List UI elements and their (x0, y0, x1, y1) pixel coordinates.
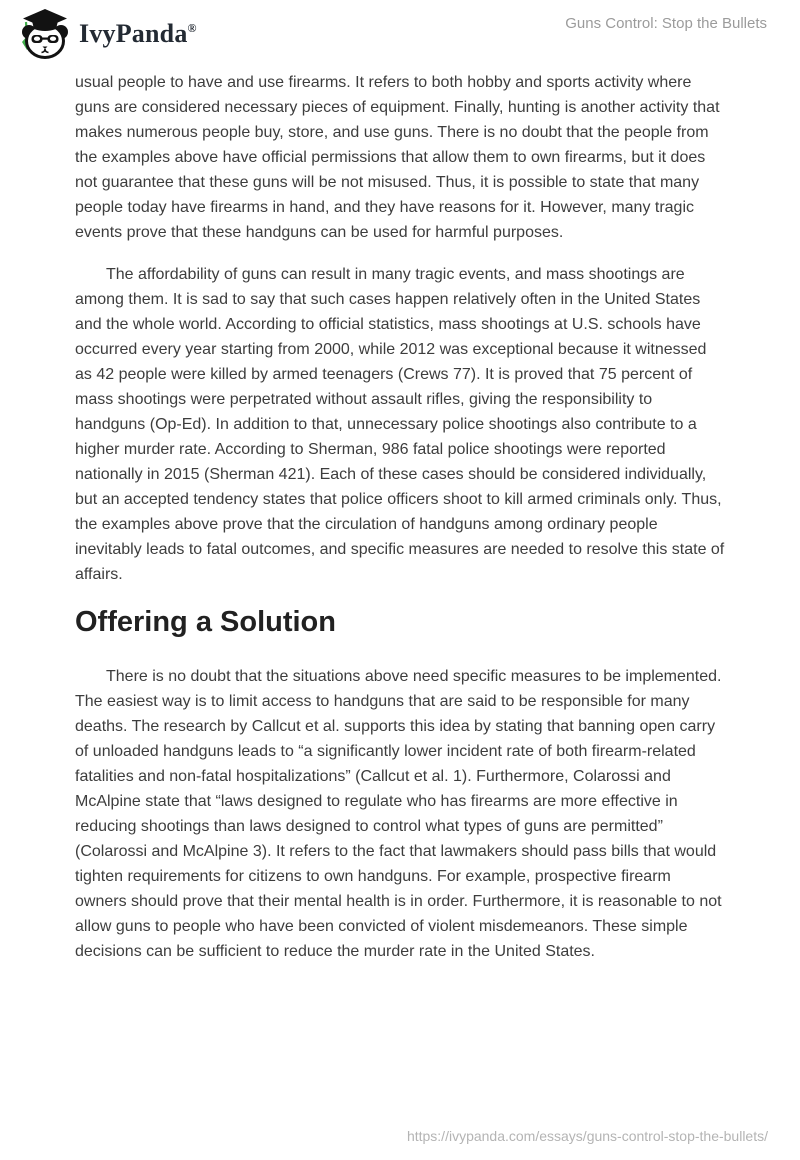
mortarboard-button (43, 10, 47, 14)
essay-body (75, 70, 725, 981)
mortarboard-base (32, 21, 58, 31)
glasses-lens-left (34, 37, 40, 41)
source-url-link[interactable]: https://ivypanda.com/essays/guns-control-stop-the-bullets/ (406, 1128, 768, 1144)
paragraph: The affordability of guns can result in many tragic events, and mass shootings are among them. It is sad to say that such cases happen relatively often in the United States and the whole world. According to official statistics, mass shootings at U.S. schools have occurred every year starting from 2000, while 2012 was exceptional because it witnessed as 42 people were killed by armed teenagers (Crews 77). It is proved that 75 percent of mass shootings were perpetrated without assault rifles, giving the responsibility to handguns (Op-Ed). In addition to that, unnecessary police shootings also contribute to a higher murder rate. According to Sherman, 986 fatal police shootings were reported nationally in 2015 (Sherman 421). Each of these cases should be considered individually, but an accepted tendency states that police officers shoot to kill armed criminals only. Thus, the examples above prove that the circulation of handguns among ordinary people inevitably leads to fatal outcomes, and specific measures are needed to resolve this state of affairs. (75, 266, 725, 583)
ivypanda-brand (15, 8, 197, 60)
section-heading: Offering a Solution (75, 606, 336, 638)
running-head-title: Guns Control: Stop the Bullets (565, 15, 767, 32)
page-header (0, 0, 800, 70)
brand-wordmark (79, 19, 197, 49)
brand-name-text: IvyPanda (79, 19, 188, 48)
glasses-bridge (42, 38, 49, 40)
panda-graduate-icon (15, 8, 71, 60)
paragraph: There is no doubt that the situations above need specific measures to be implemented. The easiest way is to limit access to handguns that are said to be responsible for many deaths. The research by Callcut et al. supports this idea by stating that banning open carry of unloaded handguns leads to “a significantly lower incident rate of both firearm-related fatalities and non-fatal hospitalizations” (Callcut et al. 1). Furthermore, Colarossi and McAlpine state that “laws designed to regulate who has firearms are more effective in reducing shootings than laws designed to control what types of guns are permitted” (Colarossi and McAlpine 3). It refers to the fact that lawmakers should pass bills that would tighten requirements for citizens to own handguns. For example, prospective firearm owners should prove that their mental health is in order. Furthermore, it is reasonable to not allow guns to people who have been convicted of violent misdemeanors. These simple decisions can be sufficient to reduce the murder rate in the United States. (75, 668, 722, 960)
registered-trademark-symbol: ® (187, 21, 197, 35)
paragraph: usual people to have and use firearms. It refers to both hobby and sports activity where guns are considered necessary pieces of equipment. Finally, hunting is another activity that makes numerous people buy, store, and use guns. There is no doubt that the people from the examples above have official permissions that allow them to own firearms, but it does not guarantee that these guns will be not misused. Thus, it is possible to state that many people today have firearms in hand, and they have reasons for it. However, many tragic events prove that these handguns can be used for harmful purposes. (75, 74, 720, 241)
glasses-lens-right (50, 37, 56, 41)
